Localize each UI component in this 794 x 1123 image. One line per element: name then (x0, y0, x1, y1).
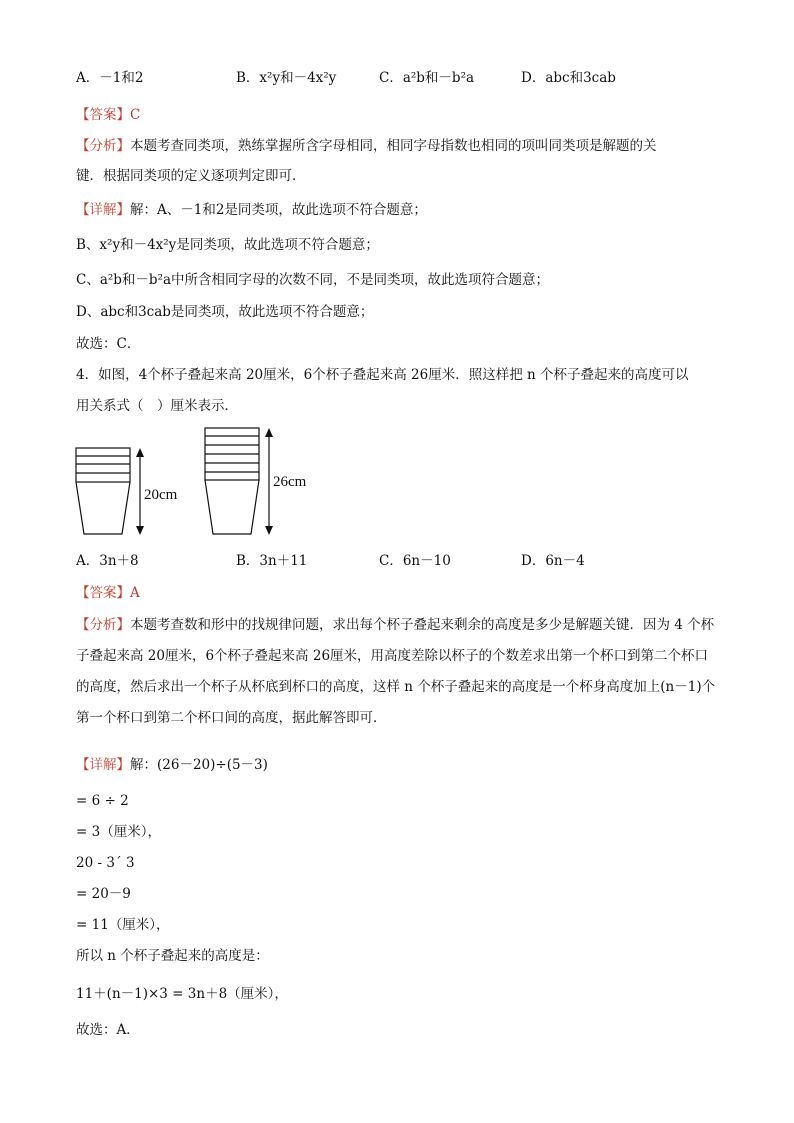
q3-analysis-line1 (76, 136, 657, 156)
q4-options (76, 551, 716, 571)
q3-conclusion: 故选：C． (76, 336, 141, 352)
detail-text: 解：A、－1和2是同类项，故此选项不符合题意； (130, 202, 427, 218)
answer-value: C (130, 107, 141, 123)
stacked-cups-figure (74, 422, 334, 542)
q3-option-a: A．－1和2 (76, 70, 144, 86)
q4-detail-step3: = 3（厘米）， (76, 824, 161, 840)
cup-stack-6 (205, 428, 259, 534)
answer-value: A (130, 585, 140, 601)
q4-detail-step1 (76, 755, 268, 775)
cup-stack-4 (76, 448, 130, 534)
q3-detail-line-c: C、a²b和－b²a中所含相同字母的次数不同，不是同类项，故此选项符合题意； (76, 272, 550, 288)
q3-answer (76, 105, 140, 125)
height-label-left: 20cm (144, 487, 178, 503)
q4-analysis (76, 610, 716, 734)
detail-text: 解：(26－20)÷(5－3) (130, 757, 268, 773)
q4-question-line1: 4．如图，4个杯子叠起来高 20厘米，6个杯子叠起来高 26厘米．照这样把 n 个杯子叠起来的高度可以 (76, 367, 689, 383)
q4-conclusion: 故选：A． (76, 1022, 140, 1038)
q4-detail-step7: 所以 n 个杯子叠起来的高度是： (76, 948, 269, 964)
q4-detail-step5: = 20－9 (76, 886, 131, 902)
height-arrow-left (136, 448, 144, 535)
q4-answer (76, 583, 140, 603)
height-arrow-right (265, 428, 273, 535)
q4-option-c: C．6n－10 (379, 553, 451, 569)
q4-option-a: A．3n＋8 (76, 553, 139, 569)
q3-options (76, 68, 716, 88)
detail-tag: 【详解】 (76, 757, 130, 773)
q4-detail-step6: = 11（厘米）， (76, 917, 170, 933)
q3-detail-line-d: D、abc和3cab是同类项，故此选项不符合题意； (76, 304, 374, 320)
analysis-tag: 【分析】 (76, 138, 130, 154)
q3-detail-line-a (76, 200, 427, 220)
detail-tag: 【详解】 (76, 202, 130, 218)
answer-tag: 【答案】 (76, 585, 130, 601)
analysis-text: 本题考查同类项，熟练掌握所含字母相同，相同字母指数也相同的项叫同类项是解题的关 (130, 138, 657, 154)
height-label-right: 26cm (273, 474, 307, 490)
q4-detail-step2: = 6 ÷ 2 (76, 793, 129, 809)
q4-question-line2: 用关系式（ ）厘米表示． (76, 398, 238, 414)
q4-detail-step4: 20 - 3´ 3 (76, 855, 135, 871)
q4-option-d: D．6n－4 (521, 553, 585, 569)
q3-option-b: B．x²y和－4x²y (236, 70, 337, 86)
q3-option-c: C．a²b和－b²a (379, 70, 475, 86)
q4-detail-step8: 11＋(n－1)×3 = 3n＋8（厘米）， (76, 986, 288, 1002)
q3-analysis-line2: 键．根据同类项的定义逐项判定即可． (76, 168, 306, 184)
q3-detail-line-b: B、x²y和－4x²y是同类项，故此选项不符合题意； (76, 237, 379, 253)
analysis-text: 本题考查数和形中的找规律问题，求出每个杯子叠起来剩余的高度是多少是解题关键．因为 4 个杯子叠起来高 20厘米，6个杯子叠起来高 26厘米，用高度差除以杯子的个数差求出第一个杯口到第二个杯口的高度，然后求出一个杯子从杯底到杯口的高度，这样 n 个杯子叠起来的高度是一个杯身高度加上(n－1)个第一个杯口到第二个杯口间的高度，据此解答即可． (76, 617, 716, 726)
q4-option-b: B．3n＋11 (236, 553, 308, 569)
answer-tag: 【答案】 (76, 107, 130, 123)
analysis-tag: 【分析】 (76, 617, 130, 633)
q3-option-d: D．abc和3cab (521, 70, 616, 86)
